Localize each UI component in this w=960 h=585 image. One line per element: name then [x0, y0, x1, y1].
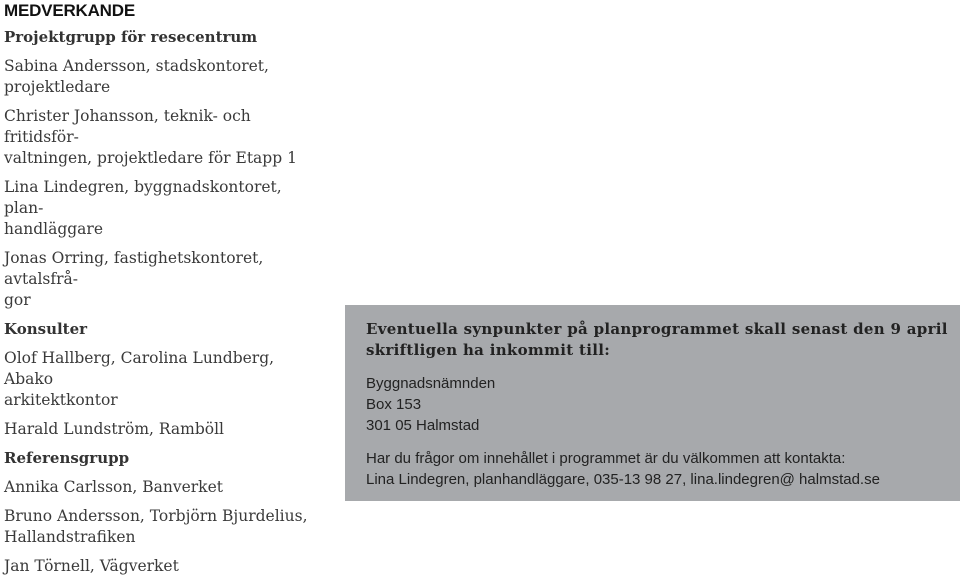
- member-line: valtningen, projektledare för Etapp 1: [4, 149, 297, 167]
- member-line: Hallandstrafiken: [4, 528, 136, 546]
- member-line: Olof Hallberg, Carolina Lundberg, Abako: [4, 349, 275, 388]
- info-box-content: [366, 319, 950, 490]
- member-line: projektledare: [4, 78, 111, 96]
- feedback-notice: [366, 319, 950, 361]
- contact-info: [366, 448, 950, 490]
- member-line: Annika Carlsson, Banverket: [4, 478, 223, 496]
- member-line: Lina Lindegren, byggnadskontoret, plan-: [4, 178, 282, 217]
- address-line: Byggnadsnämnden: [366, 375, 496, 392]
- member-line: Jonas Orring, fastighetskontoret, avtalsfrå-: [4, 249, 264, 288]
- member-line: Harald Lundström, Ramböll: [4, 420, 225, 438]
- member-entry: [4, 556, 314, 577]
- member-line: arkitektkontor: [4, 391, 118, 409]
- member-line: Christer Johansson, teknik- och fritidsför-: [4, 107, 251, 146]
- member-line: Bruno Andersson, Torbjörn Bjurdelius,: [4, 507, 308, 525]
- group-title-referensgrupp: Referensgrupp: [4, 449, 130, 467]
- member-line: Jan Törnell, Vägverket: [4, 557, 179, 575]
- member-line: Sabina Andersson, stadskontoret,: [4, 57, 269, 75]
- contact-line: Lina Lindegren, planhandläggare, 035-13 98 27, lina.lindegren@ halmstad.se: [366, 471, 880, 488]
- member-entry: [4, 106, 314, 169]
- participants-column: [4, 0, 314, 585]
- member-entry: [4, 506, 314, 548]
- member-line: handläggare: [4, 220, 103, 238]
- member-entry: [4, 248, 314, 311]
- member-entry: [4, 477, 314, 498]
- member-entry: [4, 419, 314, 440]
- notice-line: Eventuella synpunkter på planprogrammet skall senast den 9 april: [366, 320, 948, 338]
- info-box: [345, 305, 960, 501]
- notice-line: skriftligen ha inkommit till:: [366, 341, 611, 359]
- member-entry: [4, 348, 314, 411]
- member-entry: [4, 177, 314, 240]
- group-title-konsulter: Konsulter: [4, 320, 88, 338]
- member-line: gor: [4, 291, 31, 309]
- postal-address: [366, 373, 950, 436]
- address-line: 301 05 Halmstad: [366, 417, 480, 434]
- contact-line: Har du frågor om innehållet i programmet är du välkommen att kontakta:: [366, 450, 846, 467]
- member-entry: [4, 56, 314, 98]
- page-heading: MEDVERKANDE: [4, 1, 135, 20]
- group-title-projektgrupp: Projektgrupp för resecentrum: [4, 28, 258, 46]
- address-line: Box 153: [366, 396, 422, 413]
